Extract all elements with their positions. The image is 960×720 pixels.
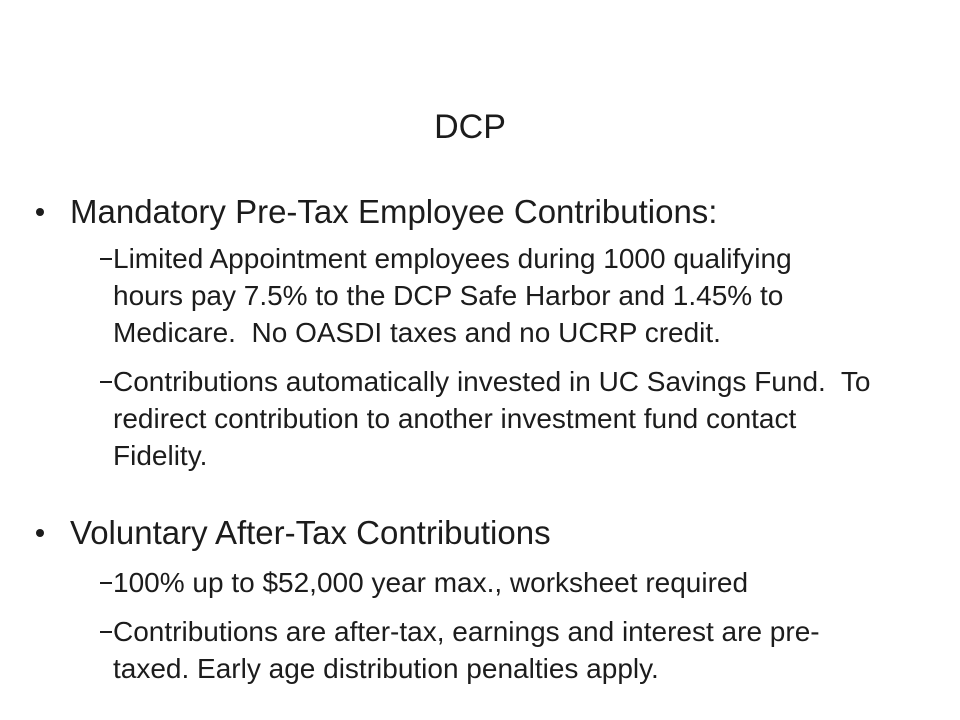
bullet-mandatory-contributions: Mandatory Pre-Tax Employee Contributions: bbox=[70, 193, 718, 230]
bullet-icon bbox=[36, 529, 44, 537]
sub-item-yearly-max bbox=[113, 564, 748, 601]
sub-item-line: Fidelity. bbox=[113, 440, 208, 471]
sub-item-line: Contributions are after-tax, earnings and interest are pre- bbox=[113, 616, 820, 647]
sub-item-line: taxed. Early age distribution penalties apply. bbox=[113, 653, 659, 684]
slide-title: DCP bbox=[434, 108, 506, 146]
sub-item-limited-appointment bbox=[113, 240, 792, 351]
sub-item-line: hours pay 7.5% to the DCP Safe Harbor and 1.45% to bbox=[113, 280, 784, 311]
dash-icon bbox=[100, 631, 112, 633]
sub-item-line: redirect contribution to another investment fund contact bbox=[113, 403, 797, 434]
sub-item-investment bbox=[113, 363, 870, 474]
sub-item-line: Limited Appointment employees during 1000 qualifying bbox=[113, 243, 792, 274]
sub-item-line: 100% up to $52,000 year max., worksheet required bbox=[113, 567, 749, 598]
dash-icon bbox=[100, 582, 112, 584]
bullet-voluntary-contributions: Voluntary After-Tax Contributions bbox=[70, 514, 551, 551]
dash-icon bbox=[100, 381, 112, 383]
dash-icon bbox=[100, 258, 112, 260]
sub-item-line: Medicare. No OASDI taxes and no UCRP credit. bbox=[113, 317, 721, 348]
bullet-icon bbox=[36, 208, 44, 216]
sub-item-line: Contributions automatically invested in UC Savings Fund. To bbox=[113, 366, 871, 397]
sub-item-after-tax bbox=[113, 613, 820, 687]
